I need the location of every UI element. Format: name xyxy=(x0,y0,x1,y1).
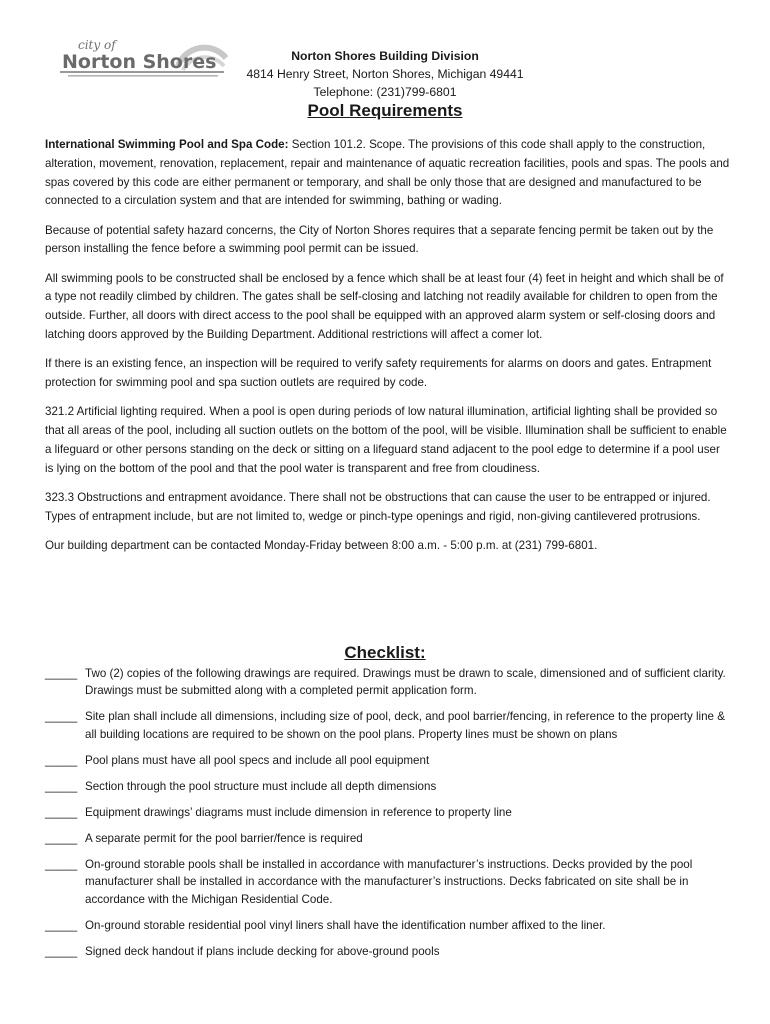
check-text: Section through the pool structure must include all depth dimensions xyxy=(85,779,437,793)
checklist-item xyxy=(45,830,730,847)
checklist-item xyxy=(45,943,730,960)
paragraph xyxy=(45,136,730,211)
check-blank: _____ xyxy=(45,779,78,793)
check-text: Two (2) copies of the following drawings are required. Drawings must be drawn to scale, dimensioned and of sufficient clarity. Drawings must be submitted along with a completed permit application form. xyxy=(85,667,726,698)
org-address: 4814 Henry Street, Norton Shores, Michigan 49441 xyxy=(246,67,524,81)
check-blank: _____ xyxy=(45,710,78,724)
logo-city-text: city of xyxy=(78,38,116,52)
paragraph: Because of potential safety hazard concerns, the City of Norton Shores requires that a separate fencing permit be taken out by the person installing the fence before a swimming pool permit can be issued. xyxy=(45,223,714,256)
check-text: Pool plans must have all pool specs and include all pool equipment xyxy=(85,753,430,767)
paragraph-text: Section 101.2. Scope. The provisions of this code shall apply to the construction, alteration, movement, renovation, replacement, repair and maintenance of aquatic recreation facilities, pools and spas. The pools and spas covered by this code are either permanent or temporary, and shall be only those that are designed and manufactured to be connected to a circulation system and that are intended for swimming, bathing or wading. xyxy=(45,138,730,208)
checklist-item xyxy=(45,804,730,821)
check-text: Site plan shall include all dimensions, including size of pool, deck, and pool barrier/fencing, in reference to the property line & all building locations are required to be shown on the pool plans. Property lines must be shown on plans xyxy=(85,710,725,741)
org-phone: Telephone: (231)799-6801 xyxy=(313,85,457,99)
checklist-item xyxy=(45,778,730,795)
check-blank: _____ xyxy=(45,918,78,932)
org-name: Norton Shores Building Division xyxy=(291,49,479,63)
paragraph: Our building department can be contacted Monday-Friday between 8:00 a.m. - 5:00 p.m. at (231) 799-6801. xyxy=(45,538,598,552)
paragraph: If there is an existing fence, an inspection will be required to verify safety requirements for alarms on doors and gates. Entrapment protection for swimming pool and spa suction outlets are required by code. xyxy=(45,357,712,389)
page-title: Pool Requirements xyxy=(307,101,463,120)
checklist-item xyxy=(45,917,730,934)
checklist xyxy=(45,665,730,969)
paragraph: All swimming pools to be constructed shall be enclosed by a fence which shall be at least four (4) feet in height and which shall be of a type not readily climbed by children. The gates shall be self-closing and latching not readily available for children to open from the outside. Further, all doors with direct access to the pool shall be equipped with an approved alarm system or self-closing doors and latching doors approved by the Building Department. Additional restrictions will affect a comer lot. xyxy=(45,271,724,341)
check-blank: _____ xyxy=(45,753,78,767)
paragraph: 321.2 Artificial lighting required. When a pool is open during periods of low natural illumination, artificial lighting shall be provided so that all areas of the pool, including all suction outlets on the bottom of the pool, will be visible. Illumination shall be sufficient to enable a lifeguard or other persons standing on the deck or sitting on a lifeguard stand adjacent to the pool edge to determine if a pool user is lying on the bottom of the pool and that the pool water is transparent and free from cloudiness. xyxy=(45,405,727,475)
paragraph-lead: International Swimming Pool and Spa Code: xyxy=(45,138,289,151)
checklist-item xyxy=(45,665,730,700)
check-blank: _____ xyxy=(45,667,78,680)
check-text: A separate permit for the pool barrier/fence is required xyxy=(85,831,363,845)
logo-main-text: Norton Shores xyxy=(62,51,217,73)
checklist-item xyxy=(45,708,730,743)
checklist-item xyxy=(45,752,730,769)
checklist-item xyxy=(45,856,730,908)
check-text: Equipment drawings’ diagrams must include dimension in reference to property line xyxy=(85,805,512,819)
check-blank: _____ xyxy=(45,944,78,958)
check-blank: _____ xyxy=(45,857,78,871)
check-text: On-ground storable pools shall be installed in accordance with manufacturer’s instructions. Decks provided by the pool manufacturer shall be installed in accordance with the manufacturer’s instructions. Decks fabricated on site shall be in accordance with the Michigan Residential Code. xyxy=(85,857,693,906)
check-blank: _____ xyxy=(45,831,78,845)
check-blank: _____ xyxy=(45,805,78,819)
check-text: On-ground storable residential pool vinyl liners shall have the identification number affixed to the liner. xyxy=(85,918,606,932)
paragraph: 323.3 Obstructions and entrapment avoidance. There shall not be obstructions that can cause the user to be entrapped or injured. Types of entrapment include, but are not limited to, wedge or pinch-type openings and rigid, non-giving cantilevered protrusions. xyxy=(45,490,711,523)
letterhead xyxy=(0,47,770,101)
checklist-title: Checklist: xyxy=(344,643,426,662)
requirements-body xyxy=(45,136,730,566)
check-text: Signed deck handout if plans include decking for above-ground pools xyxy=(85,944,440,958)
